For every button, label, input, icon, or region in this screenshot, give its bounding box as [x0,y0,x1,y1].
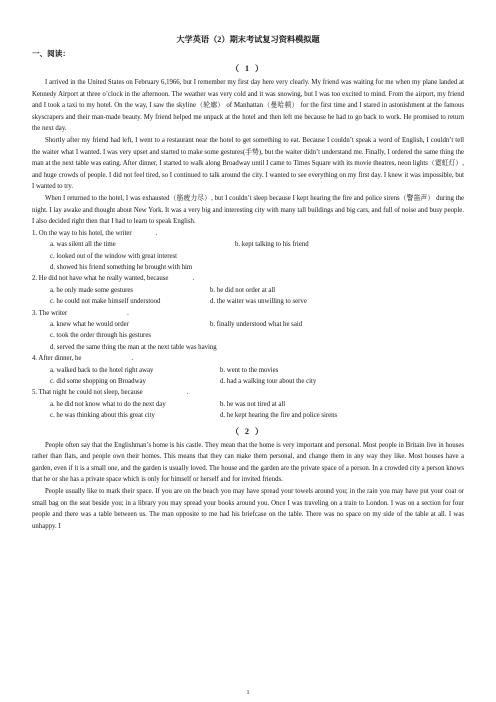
option-row [32,342,464,353]
passage-1-paragraph: When I returned to the hotel, I was exhausted（筋疲力尽）, but I couldn’t sleep because I kept hearing the fire and police sirens（警笛声） during the night. I lay awake and thought about New York. It was a very big and interesting city with many tall buildings and big cars, and full of noise and busy people. I also decided right then that I had to learn to speak English. [32,194,464,226]
question-stem: 1. On the way to his hotel, the writer [32,229,132,237]
option-d: d. served the same thing the man at the next table was having [50,343,217,351]
option-d: d. had a walking tour about the city [220,378,317,385]
option-a: a. was silent all the time [50,241,116,249]
option-b: b. finally understood what he said [210,320,303,328]
question-stem: 3. The writer [32,309,68,317]
option-a: a. he only made some gestures [50,286,134,294]
question-end: . [192,275,195,283]
question [32,228,464,239]
question-stem: 5. That night he could not sleep, because [32,389,143,397]
option-a: a. he did not know what to do the next day [50,400,166,408]
option-c: c. took the order through his gestures [50,332,151,340]
question-end: . [131,355,134,363]
option-b: b. went to the movies [220,366,279,374]
option-row [32,251,464,262]
passage-1-label: （ 1 ） [231,64,265,73]
option-row [32,365,464,376]
page-number: 1 [246,690,250,696]
question-end: . [155,229,158,237]
question-stem: 4. After dinner, he [32,355,82,363]
option-row [32,399,464,410]
option-d: d. showed his friend something he brought with him [50,263,193,271]
option-a: a. walked back to the hotel right away [50,366,154,374]
question [32,353,464,364]
question [32,273,464,284]
question-end: . [186,389,189,397]
option-d: d. the waiter was unwilling to serve [210,298,307,306]
question-end: . [127,309,129,317]
question [32,308,464,319]
question-stem: 2. He did not have what he really wanted, because [32,275,169,283]
option-b: b. he was not tired at all [220,400,286,408]
option-row [32,376,464,387]
option-b: b. kept talking to his friend [235,241,309,249]
passage-1-paragraph: I arrived in the United States on February 6,1966, but I remember my first day here very clearly. My friend was waiting for me when my plane landed at Kennedy Airport at three o’clock in the afternoon. The weather was very cold and it was snowing, but I was too excited to mind. From the airport, my friend and I took a taxi to my hotel. On the way, I saw the skyline（轮廓） of Manhattan（曼哈顿） for the first time and I stared in astonishment at the famous skyscrapers and their man-made beauty. My friend helped me unpack at the hotel and then left me because he had to go back to work. He promised to return the next day. [32,79,464,133]
option-c: c. he could not make himself understood [50,298,161,306]
option-c: c. he was thinking about this great city [50,412,155,420]
passage-2-paragraph: People often say that the Englishman’s home is his castle. They mean that the home is very important and personal. Most people in Britain live in houses rather than flats, and people own their homes. This means that they can make them personal, and change them in any way they like. Most houses have a garden, even if it is a small one, and the garden is usually loved. The house and the garden are the private space of a person. In a crowded city a person knows that he or she has a private space which is only for himself or herself and for invited friends. [32,441,464,484]
option-d: d. he kept hearing the fire and police sirens [220,412,338,420]
option-row [32,239,464,250]
passage-2-paragraph: People usually like to mark their space. If you are on the beach you may have spread your towels around you; in the rain you may have put your coat or small bag on the seat beside you; in a library you may spread your books around you. Once I was traveling on a train to London. I was on a section for four people and there was a table between us. The man opposite to me had his briefcase on the table. There was no space on my side of the table at all. I was unhappy. I [32,488,464,530]
option-c: c. looked out of the window with great interest [50,252,178,260]
option-b: b. he did not order at all [210,286,276,294]
exam-title: 大学英语（2）期末考试复习资料模拟题 [176,35,320,44]
passage-2-label: （ 2 ） [231,426,265,436]
passage-1-paragraph: Shortly after my friend had left, I went to a restaurant near the hotel to get something to eat. Because I couldn’t speak a word of English, I couldn’t tell the waiter what I wanted. I was very upset and started to make some gestures(手势), but the waiter didn’t understand me. Finally, I ordered the same thing the man at the next table was eating. After dinner, I started to walk along Broadway until I came to Times Square with its movie theatres, neon lights（霓虹灯）, and huge crowds of people. I did not feel tired, so I continued to talk around the city. I wanted to see everything on my first day. I knew it was impossible, but I wanted to try. [32,136,464,191]
option-row [32,262,464,273]
option-row [32,410,464,421]
question [32,387,464,398]
section-heading: 一、阅读： [32,49,70,58]
option-row [32,285,464,296]
option-c: c. did some shopping on Broadway [50,378,146,385]
option-a: a. knew what he would order [50,320,129,328]
option-row [32,296,464,307]
option-row [32,330,464,341]
option-row [32,319,464,330]
